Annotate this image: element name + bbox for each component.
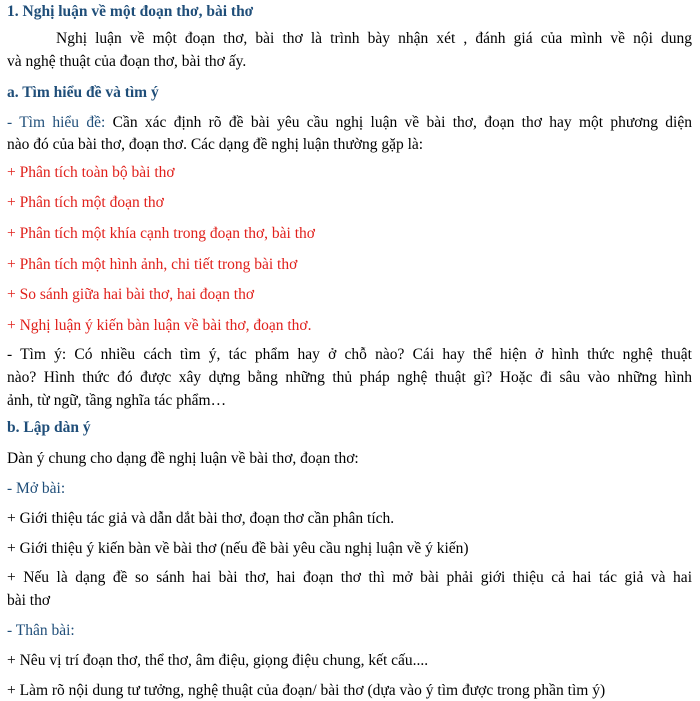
list-item: + So sánh giữa hai bài thơ, hai đoạn thơ [7, 286, 255, 303]
intro-paragraph-line-1: Nghị luận về một đoạn thơ, bài thơ là trình bày nhận xét , đánh giá của mình về nội dung [56, 30, 692, 47]
opening-label: - Mở bài: [7, 480, 66, 497]
opening-item-1: + Giới thiệu tác giả và dẫn dắt bài thơ, đoạn thơ cần phân tích. [7, 510, 395, 527]
opening-item-3-line-2: bài thơ [7, 592, 51, 609]
opening-item-3-line-1: + Nếu là dạng đề so sánh hai bài thơ, hai đoạn thơ thì mở bài phải giới thiệu cả hai tác giả và hai [7, 569, 692, 586]
body-label: - Thân bài: [7, 622, 75, 639]
body-item-2: + Làm rõ nội dung tư tưởng, nghệ thuật của đoạn/ bài thơ (dựa vào ý tìm được trong phần tìm ý) [7, 682, 606, 699]
subsection-heading-b: b. Lập dàn ý [7, 419, 91, 436]
topic-analysis-line-1 [7, 113, 692, 133]
intro-paragraph-line-2: và nghệ thuật của đoạn thơ, bài thơ ấy. [7, 53, 247, 70]
body-item-1: + Nêu vị trí đoạn thơ, thể thơ, âm điệu, giọng điệu chung, kết cấu.... [7, 652, 429, 669]
list-item: + Phân tích một đoạn thơ [7, 194, 164, 211]
opening-item-2: + Giới thiệu ý kiến bàn về bài thơ (nếu đề bài yêu cầu nghị luận về ý kiến) [7, 540, 469, 557]
outline-intro: Dàn ý chung cho dạng đề nghị luận về bài thơ, đoạn thơ: [7, 450, 359, 467]
topic-analysis-text: Cần xác định rõ đề bài yêu cầu nghị luận về bài thơ, đoạn thơ hay một phương diện [105, 114, 692, 131]
list-item: + Phân tích một hình ảnh, chi tiết trong bài thơ [7, 256, 298, 273]
find-ideas-line-1: - Tìm ý: Có nhiều cách tìm ý, tác phẩm hay ở chỗ nào? Cái hay thể hiện ở hình thức nghệ thuật [7, 346, 692, 363]
list-item: + Phân tích một khía cạnh trong đoạn thơ, bài thơ [7, 225, 315, 242]
subsection-heading-a: a. Tìm hiểu đề và tìm ý [7, 84, 159, 101]
find-ideas-line-2: nào? Hình thức đó được xây dựng bằng những thủ pháp nghệ thuật gì? Hoặc đi sâu vào những hình [7, 369, 692, 386]
topic-analysis-label: - Tìm hiểu đề: [7, 114, 106, 131]
list-item: + Phân tích toàn bộ bài thơ [7, 164, 175, 181]
topic-analysis-line-2: nào đó của bài thơ, đoạn thơ. Các dạng đề nghị luận thường gặp là: [7, 136, 424, 153]
list-item: + Nghị luận ý kiến bàn luận về bài thơ, đoạn thơ. [7, 317, 312, 334]
section-heading-1: 1. Nghị luận về một đoạn thơ, bài thơ [7, 3, 254, 20]
find-ideas-line-3: ảnh, từ ngữ, tầng nghĩa tác phẩm… [7, 392, 227, 409]
